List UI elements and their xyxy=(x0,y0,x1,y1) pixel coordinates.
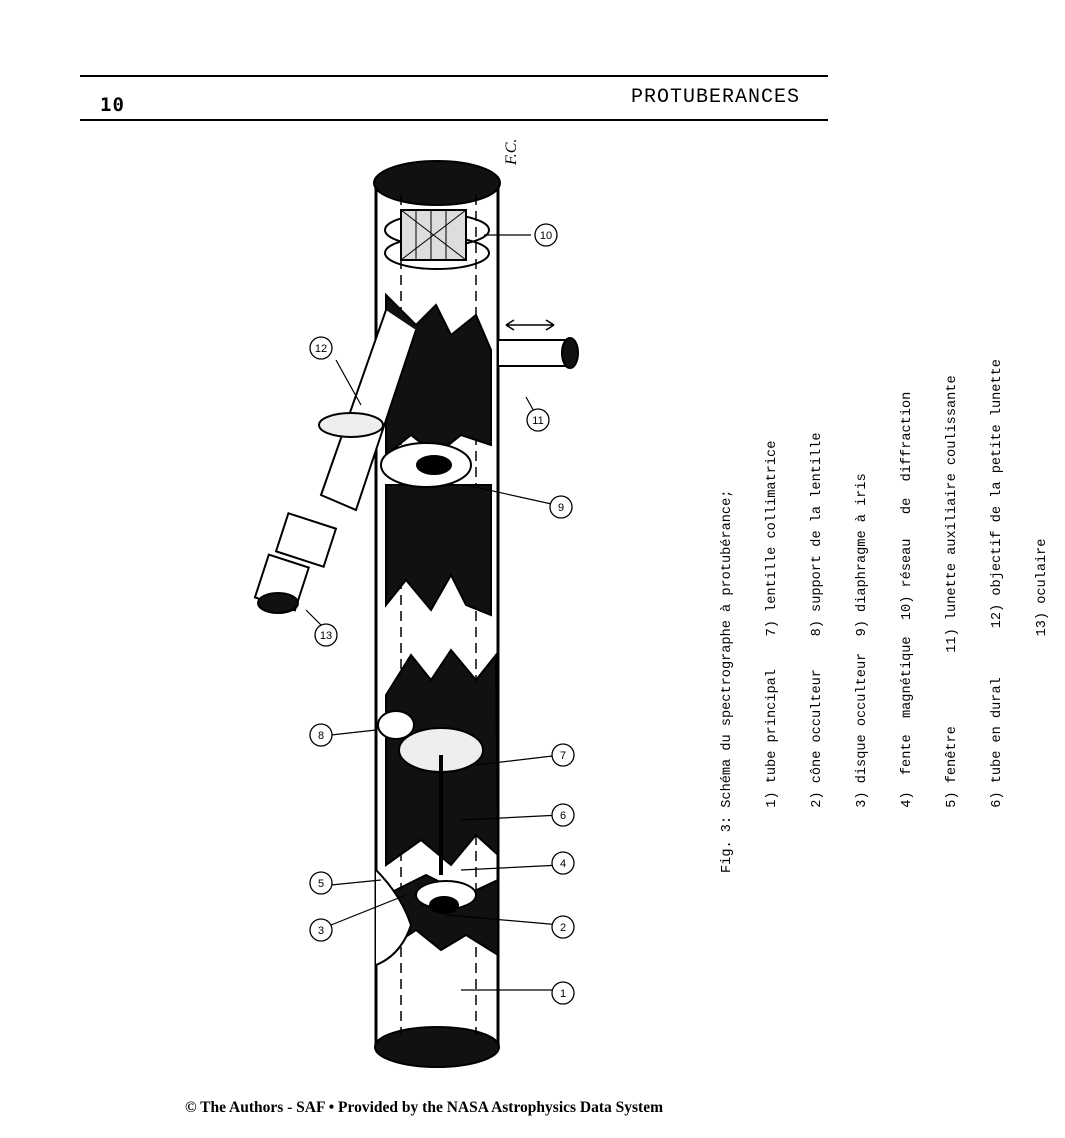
eyepiece-lens xyxy=(258,593,298,613)
callout-12: 12 xyxy=(314,343,328,355)
callout-13: 13 xyxy=(319,630,333,642)
callout-2: 2 xyxy=(559,922,567,934)
caption-line: 1) tube principal 7) lentille collimatrice xyxy=(765,440,780,873)
header-rule-top xyxy=(80,75,828,77)
telescope-objective xyxy=(319,413,383,437)
sliding-scope-end xyxy=(562,338,578,368)
callout-8: 8 xyxy=(317,730,325,742)
callout-5: 5 xyxy=(317,878,325,890)
iris-aperture xyxy=(417,456,451,474)
caption-line: 4) fente magnétique 10) réseau de diffraction xyxy=(900,391,915,873)
lens-support xyxy=(378,711,414,739)
callout-4: 4 xyxy=(559,858,567,870)
running-title: PROTUBERANCES xyxy=(630,86,800,109)
header-rule-bottom xyxy=(80,119,828,121)
artist-signature: F.C. xyxy=(503,138,520,165)
callout-9: 9 xyxy=(557,502,565,514)
caption-line: 5) fenêtre 11) lunette auxiliaire coulissante xyxy=(945,375,960,873)
callout-6: 6 xyxy=(559,810,567,822)
caption-line: 6) tube en dural 12) objectif de la petite lunette xyxy=(990,359,1005,873)
sliding-scope xyxy=(498,340,568,366)
callout-1: 1 xyxy=(559,988,567,1000)
caption-line: Fig. 3: Schéma du spectrographe à protubérance; xyxy=(720,489,735,873)
caption-line: 13) oculaire xyxy=(1035,538,1050,873)
callout-10: 10 xyxy=(539,230,553,242)
slide-arrow xyxy=(506,320,554,330)
callout-7: 7 xyxy=(559,750,567,762)
caption-line: 2) cône occulteur 8) support de la lentille xyxy=(810,432,825,873)
tube-top-opening xyxy=(374,161,500,205)
callout-3: 3 xyxy=(317,925,325,937)
callout-11: 11 xyxy=(532,415,544,427)
page-number: 10 xyxy=(100,94,125,116)
copyright-footer: © The Authors - SAF • Provided by the NASA Astrophysics Data System xyxy=(184,1099,664,1116)
spectrograph-figure xyxy=(236,135,576,1070)
tube-bottom-opening xyxy=(375,1027,499,1067)
occulting-cone xyxy=(430,897,458,913)
caption-line: 3) disque occulteur 9) diaphragme à iris xyxy=(855,473,870,873)
eyepiece-holder xyxy=(276,513,336,566)
figure-caption xyxy=(690,359,1065,873)
